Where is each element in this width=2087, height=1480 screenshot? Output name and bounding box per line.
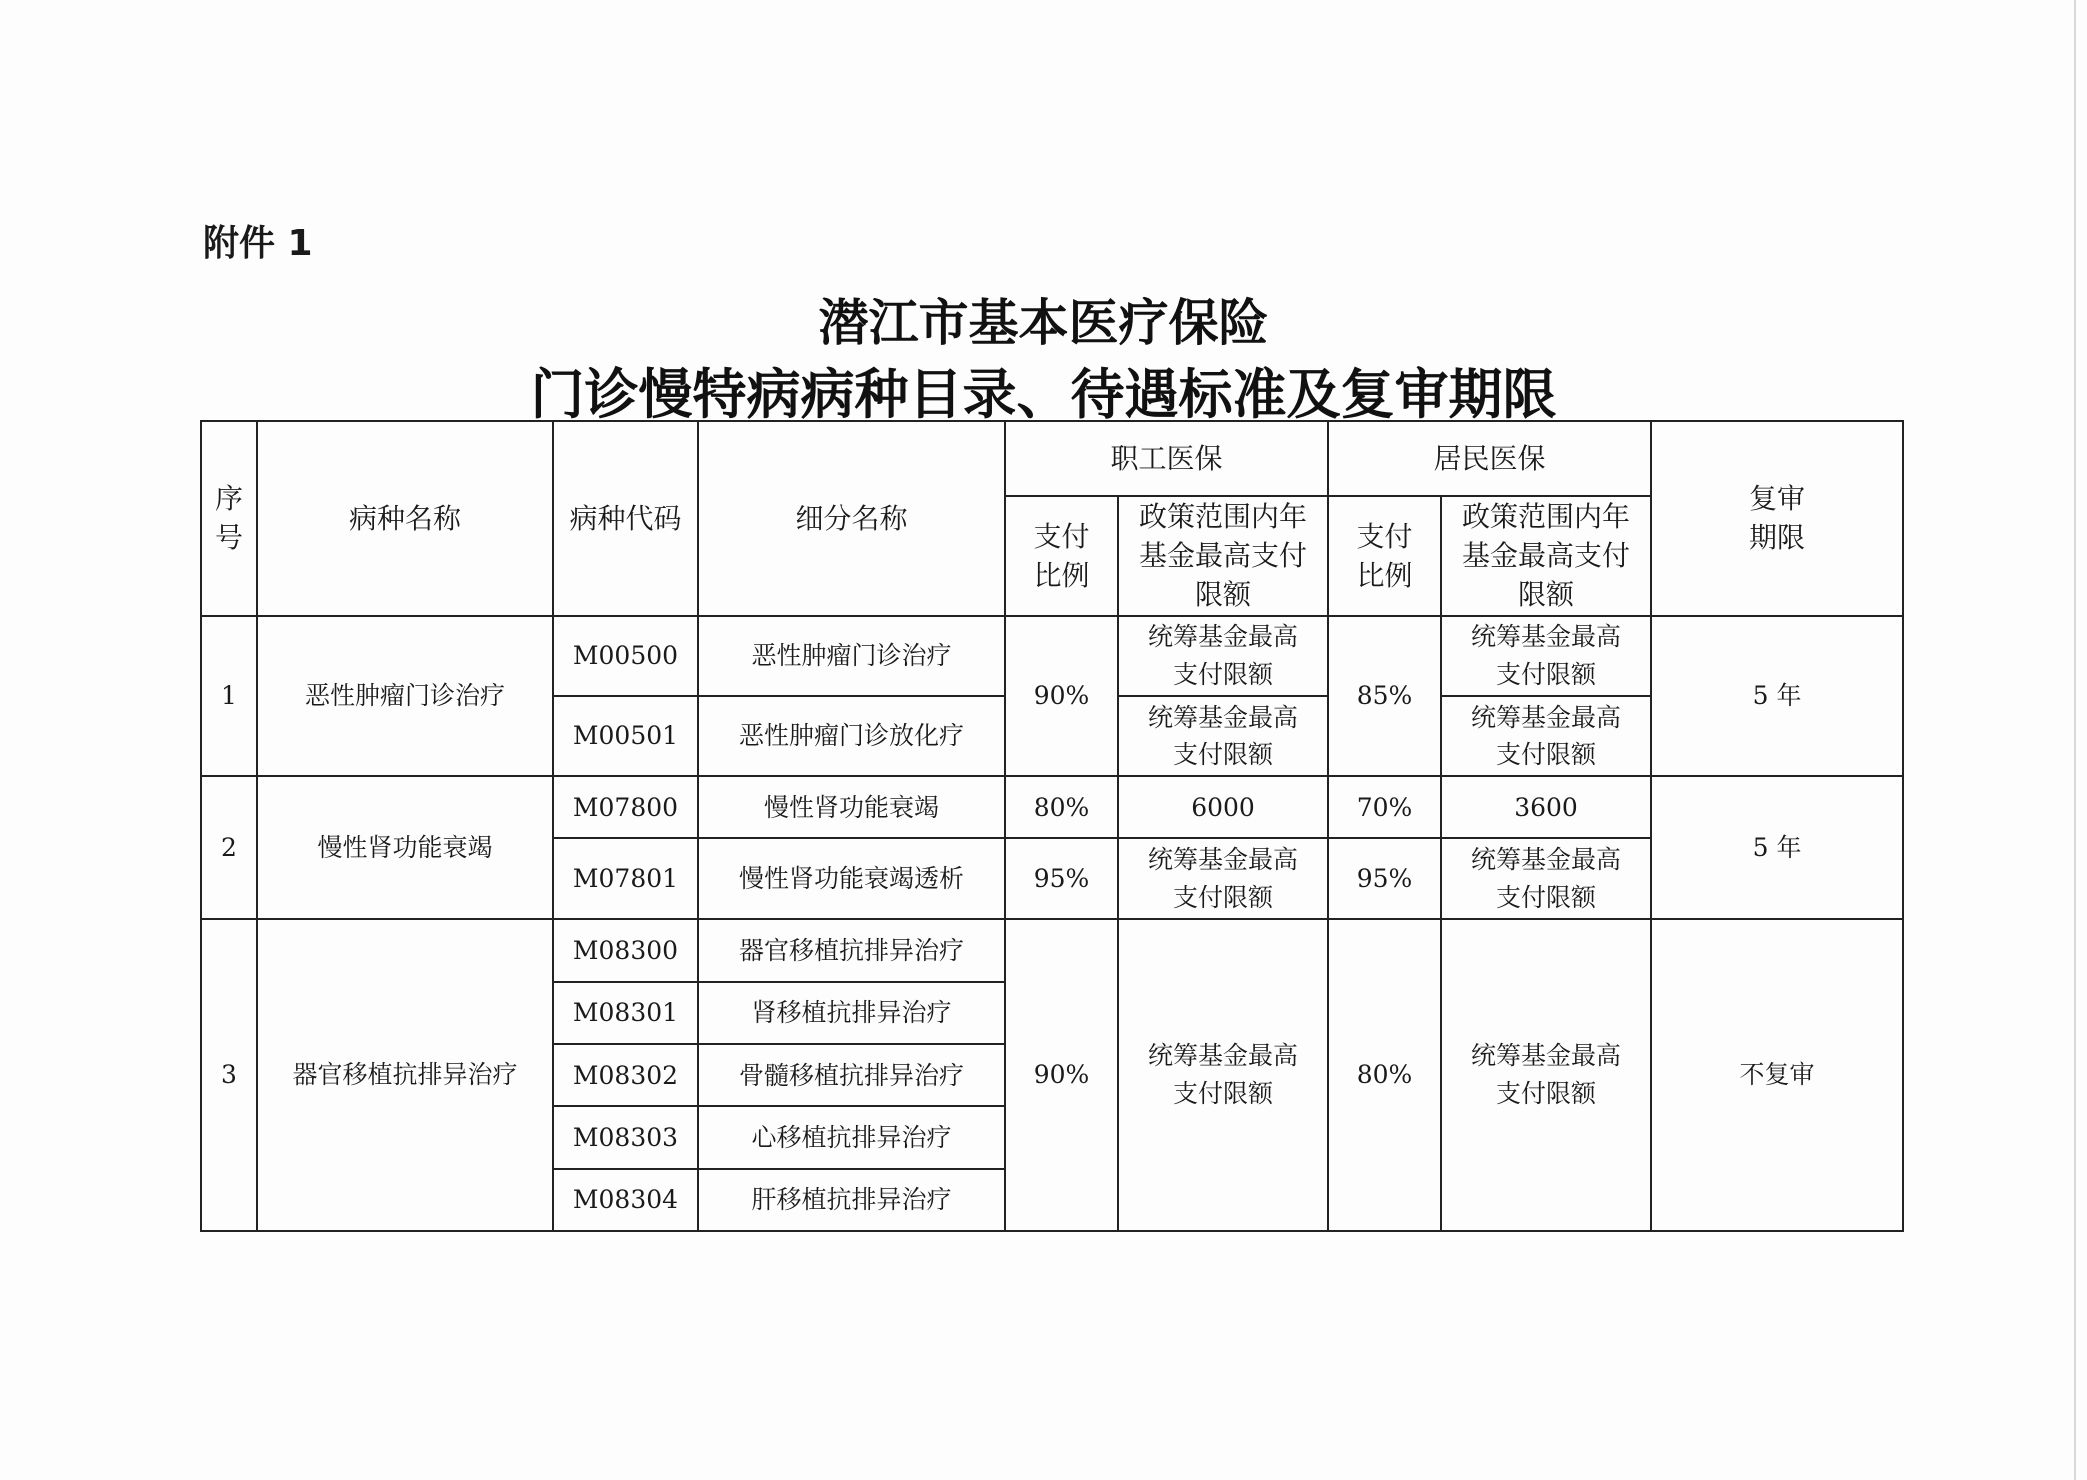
disease-code-cell: M07801	[553, 838, 698, 918]
resident-limit-cell: 统筹基金最高支付限额	[1441, 838, 1651, 918]
review-period-cell: 不复审	[1651, 919, 1903, 1231]
disease-code-cell: M00500	[553, 616, 698, 696]
resident-ratio-cell: 85%	[1328, 616, 1441, 777]
employee-limit-cell: 统筹基金最高支付限额	[1118, 696, 1328, 776]
employee-limit-cell: 统筹基金最高支付限额	[1118, 838, 1328, 918]
document-title-line1: 潜江市基本医疗保险	[818, 293, 1269, 352]
disease-code-cell: M08301	[553, 982, 698, 1044]
scan-edge-line	[2074, 0, 2076, 1480]
attachment-label: 附件 1	[203, 223, 313, 264]
employee-ratio-cell: 90%	[1005, 616, 1118, 777]
header-employee-insurance: 职工医保	[1005, 421, 1328, 496]
review-period-cell: 5 年	[1651, 776, 1903, 919]
disease-name-cell: 慢性肾功能衰竭	[257, 776, 553, 919]
sub-name-cell: 慢性肾功能衰竭	[698, 776, 1005, 838]
disease-code-cell: M00501	[553, 696, 698, 776]
review-period-cell: 5 年	[1651, 616, 1903, 777]
header-resident-pay-ratio: 支付 比例	[1328, 496, 1441, 616]
header-disease-name: 病种名称	[257, 421, 553, 616]
header-resident-limit: 政策范围内年 基金最高支付 限额	[1441, 496, 1651, 616]
seq-cell: 3	[201, 919, 257, 1231]
document-title-line2: 门诊慢特病病种目录、待遇标准及复审期限	[530, 362, 1557, 426]
resident-ratio-cell: 80%	[1328, 919, 1441, 1231]
header-disease-code: 病种代码	[553, 421, 698, 616]
employee-limit-cell: 6000	[1118, 776, 1328, 838]
disease-code-cell: M08304	[553, 1169, 698, 1231]
table-row	[201, 919, 1903, 982]
disease-catalog-table	[200, 420, 1904, 1232]
disease-code-cell: M08303	[553, 1106, 698, 1168]
table-row	[201, 616, 1903, 696]
header-sub-name: 细分名称	[698, 421, 1005, 616]
sub-name-cell: 心移植抗排异治疗	[698, 1106, 1005, 1168]
header-row-1	[201, 421, 1903, 496]
sub-name-cell: 慢性肾功能衰竭透析	[698, 838, 1005, 918]
header-seq: 序 号	[201, 421, 257, 616]
employee-ratio-cell: 95%	[1005, 838, 1118, 918]
resident-ratio-cell: 95%	[1328, 838, 1441, 918]
sub-name-cell: 恶性肿瘤门诊治疗	[698, 616, 1005, 696]
sub-name-cell: 骨髓移植抗排异治疗	[698, 1044, 1005, 1106]
sub-name-cell: 肾移植抗排异治疗	[698, 982, 1005, 1044]
seq-cell: 2	[201, 776, 257, 919]
seq-cell: 1	[201, 616, 257, 777]
disease-name-cell: 恶性肿瘤门诊治疗	[257, 616, 553, 777]
resident-limit-cell: 3600	[1441, 776, 1651, 838]
resident-ratio-cell: 70%	[1328, 776, 1441, 838]
header-resident-insurance: 居民医保	[1328, 421, 1651, 496]
resident-limit-cell: 统筹基金最高支付限额	[1441, 696, 1651, 776]
resident-limit-cell: 统筹基金最高支付限额	[1441, 919, 1651, 1231]
disease-code-cell: M07800	[553, 776, 698, 838]
employee-limit-cell: 统筹基金最高支付限额	[1118, 919, 1328, 1231]
employee-limit-cell: 统筹基金最高支付限额	[1118, 616, 1328, 696]
header-employee-limit: 政策范围内年 基金最高支付 限额	[1118, 496, 1328, 616]
table-row	[201, 776, 1903, 838]
sub-name-cell: 器官移植抗排异治疗	[698, 919, 1005, 982]
sub-name-cell: 肝移植抗排异治疗	[698, 1169, 1005, 1231]
sub-name-cell: 恶性肿瘤门诊放化疗	[698, 696, 1005, 776]
disease-code-cell: M08302	[553, 1044, 698, 1106]
header-employee-pay-ratio: 支付 比例	[1005, 496, 1118, 616]
employee-ratio-cell: 80%	[1005, 776, 1118, 838]
resident-limit-cell: 统筹基金最高支付限额	[1441, 616, 1651, 696]
header-review-period: 复审 期限	[1651, 421, 1903, 616]
disease-name-cell: 器官移植抗排异治疗	[257, 919, 553, 1231]
employee-ratio-cell: 90%	[1005, 919, 1118, 1231]
disease-code-cell: M08300	[553, 919, 698, 982]
